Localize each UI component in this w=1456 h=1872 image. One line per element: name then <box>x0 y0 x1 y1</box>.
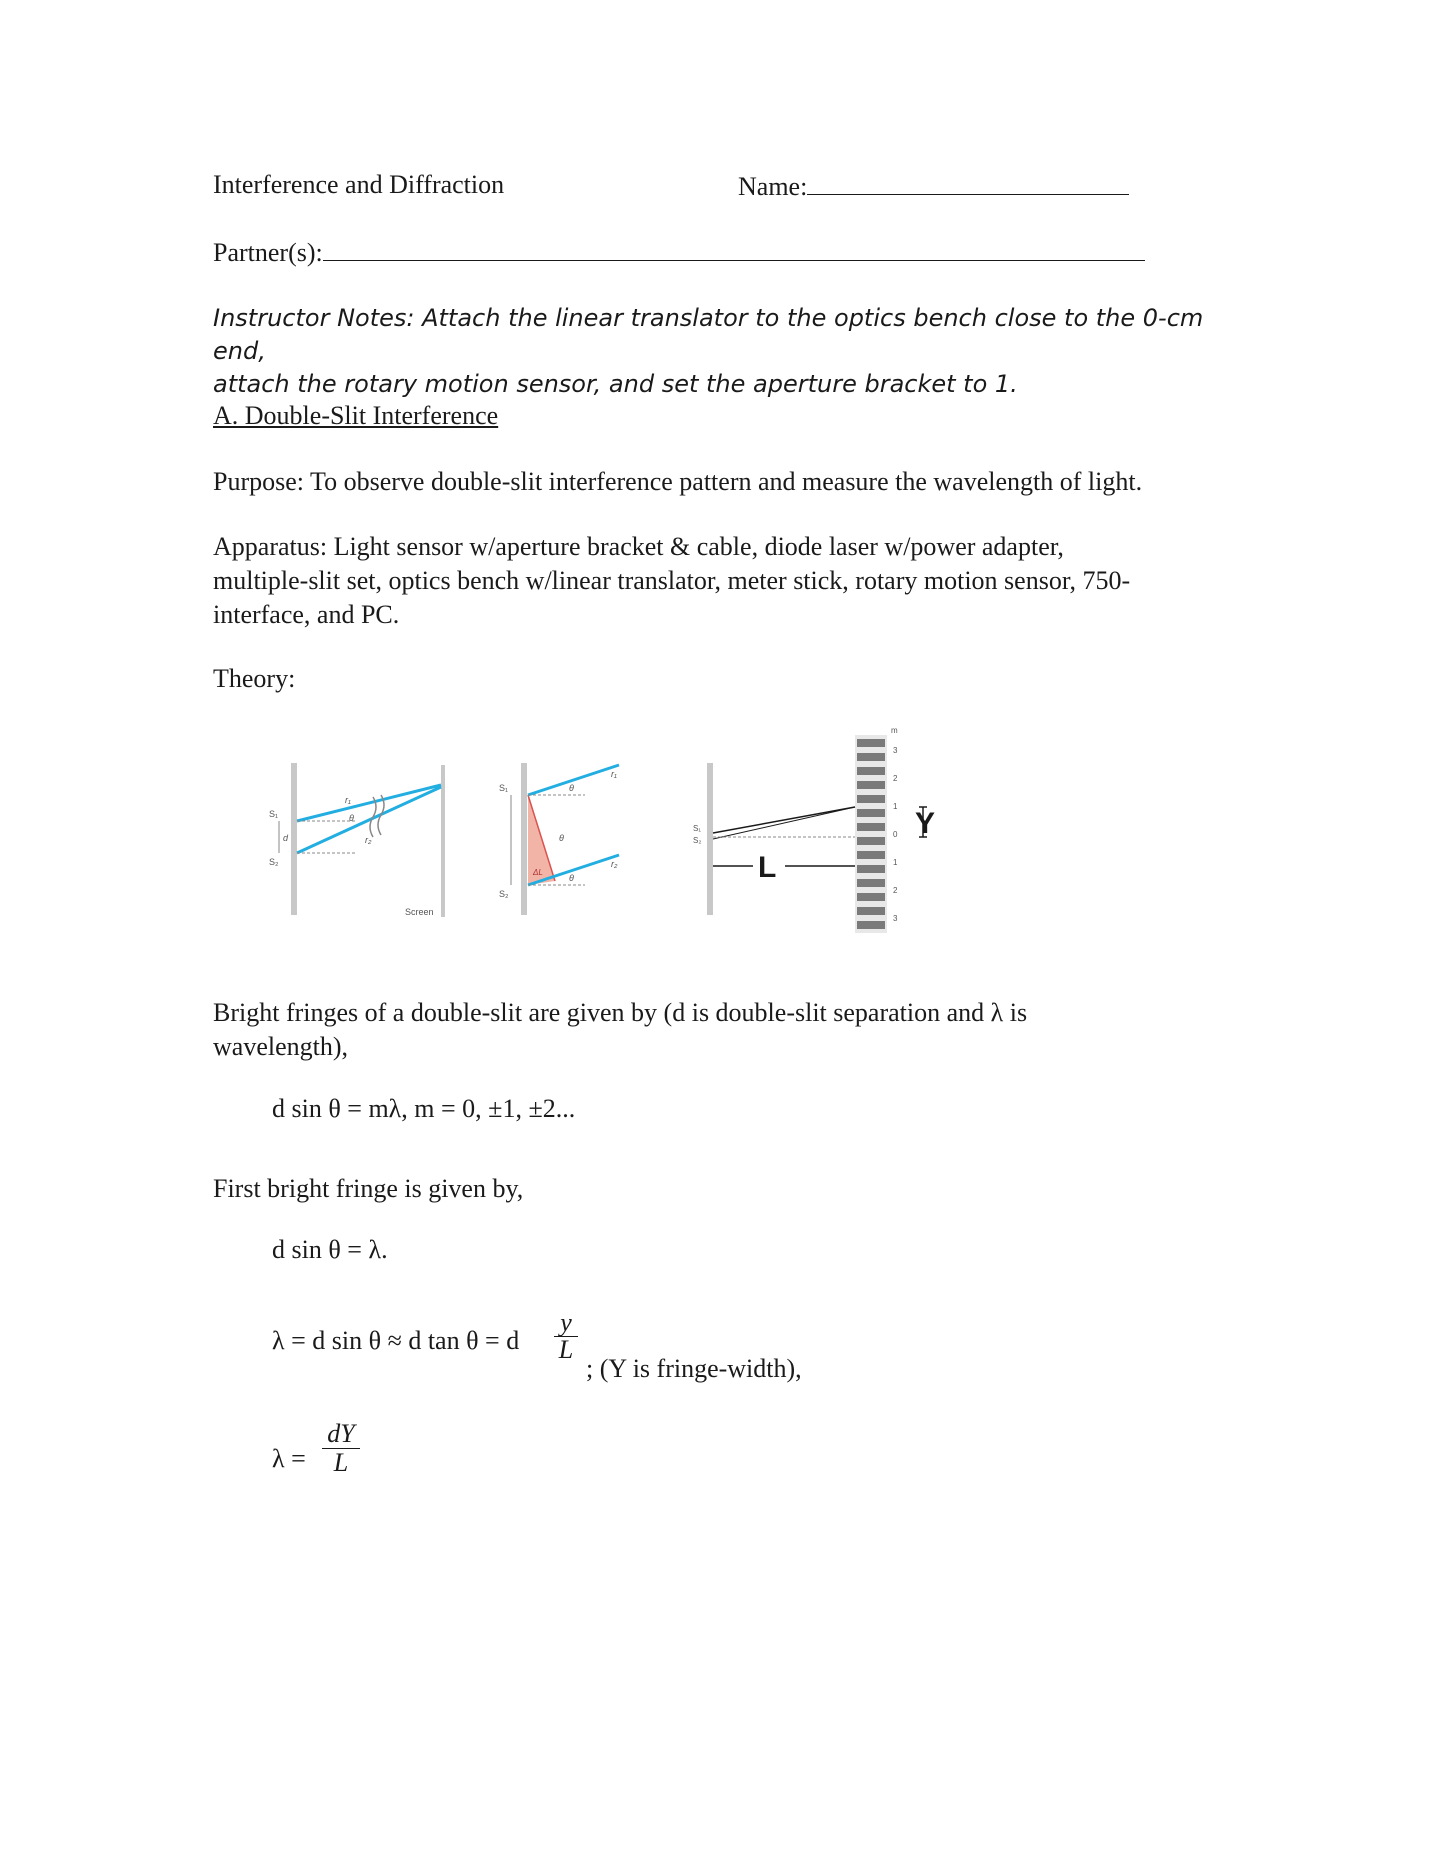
r1-label-panel1: r₁ <box>345 795 351 805</box>
purpose-text: Purpose: To observe double-slit interference pattern and measure the wavelength of light. <box>213 467 1143 496</box>
instructor-notes-line-2: attach the rotary motion sensor, and set the aperture bracket to 1. <box>213 370 1018 398</box>
document-title: Interference and Diffraction <box>213 170 505 199</box>
fringe-order-label: 3 <box>893 746 898 755</box>
fringe-band <box>857 767 885 775</box>
slit-barrier-2 <box>521 763 527 915</box>
equation-final-left: λ = <box>272 1444 306 1473</box>
fringe-order-label: 1 <box>893 802 898 811</box>
fringe-order-label: 2 <box>893 774 898 783</box>
fraction-numerator-y: y <box>560 1308 572 1337</box>
fringe-band <box>857 781 885 789</box>
fringe-order-label: 1 <box>893 858 898 867</box>
m-label: m <box>891 726 898 735</box>
name-label: Name: <box>738 172 808 201</box>
ray-to-first-fringe <box>713 807 855 833</box>
figure-panel-2 <box>499 763 619 915</box>
bright-fringe-intro <box>213 996 1253 1064</box>
fringe-band <box>857 851 885 859</box>
fringe-band <box>857 837 885 845</box>
figure-panel-geometry <box>269 763 445 917</box>
equation-wavelength-derivation: λ = d sin θ ≈ d tan θ = d <box>272 1326 520 1355</box>
fringe-band <box>857 865 885 873</box>
figure-panel-3 <box>693 726 935 933</box>
l-label: L <box>758 851 777 884</box>
s1-label-panel2: S₁ <box>499 783 509 793</box>
s2-label-panel1: S₂ <box>269 857 279 867</box>
apparatus-line-2: multiple-slit set, optics bench w/linear translator, meter stick, rotary motion sensor, 750- <box>213 566 1131 595</box>
d-label-panel1: d <box>283 833 289 843</box>
apparatus-line-3: interface, and PC. <box>213 600 400 629</box>
theta-label-panel1: θ <box>349 813 354 823</box>
y-label: Y <box>914 807 935 840</box>
bright-fringe-line-2: wavelength), <box>213 1032 349 1061</box>
fraction-denominator-l: L <box>558 1335 574 1364</box>
fringe-band <box>857 739 885 747</box>
fringe-band <box>857 907 885 915</box>
fraction-y-over-l <box>554 1310 578 1363</box>
fringe-band <box>857 809 885 817</box>
fringe-band <box>857 893 885 901</box>
theory-label: Theory: <box>213 664 296 693</box>
s2-label-panel3: S₂ <box>693 836 702 845</box>
section-heading: A. Double-Slit Interference <box>213 401 499 430</box>
fringe-band <box>857 795 885 803</box>
order-labels <box>893 746 898 923</box>
theta-label-panel2-top: θ <box>569 783 574 793</box>
instructor-notes-line-1: Instructor Notes: Attach the linear translator to the optics bench close to the 0-cm end, <box>213 304 1204 365</box>
slit-barrier-1 <box>291 763 297 915</box>
first-bright-fringe-text: First bright fringe is given by, <box>213 1174 524 1203</box>
fringe-band <box>857 823 885 831</box>
delta-l-label: ΔL <box>533 868 543 877</box>
screen-1 <box>441 765 445 917</box>
fraction-numerator-dy: dY <box>327 1419 355 1448</box>
fringe-order-label: 3 <box>893 914 898 923</box>
fraction-denominator-l-2: L <box>333 1448 349 1477</box>
apparatus-line-1: Apparatus: Light sensor w/aperture bracket & cable, diode laser w/power adapter, <box>213 532 1064 561</box>
partners-blank <box>323 234 1145 261</box>
name-blank <box>807 168 1129 195</box>
slit-barrier-3 <box>707 763 713 915</box>
fringe-order-label: 0 <box>893 830 898 839</box>
fringe-band <box>857 879 885 887</box>
bright-fringe-line-1: Bright fringes of a double-slit are given by (d is double-slit separation and λ is <box>213 998 1028 1027</box>
fringe-band <box>857 753 885 761</box>
s1-label-panel3: S₁ <box>693 824 702 833</box>
partners-field <box>213 234 1145 270</box>
fringe-width-note: ; (Y is fringe-width), <box>586 1354 802 1383</box>
apparatus-text <box>213 530 1253 632</box>
theta-label-panel2-bottom: θ <box>569 873 574 883</box>
r1-label-panel2: r₁ <box>611 769 617 779</box>
fringe-band <box>857 921 885 929</box>
ray-r1-panel1 <box>297 785 441 821</box>
equation-first-fringe: d sin θ = λ. <box>272 1235 388 1264</box>
partners-label: Partner(s): <box>213 238 323 267</box>
fraction-dy-over-l <box>322 1420 360 1477</box>
equation-bright-fringes: d sin θ = mλ, m = 0, ±1, ±2... <box>272 1094 576 1123</box>
theta-label-panel2-mid: θ <box>559 833 564 843</box>
r2-label-panel1: r₂ <box>365 835 372 845</box>
s1-label-panel1: S₁ <box>269 809 279 819</box>
fringe-screen <box>855 735 887 933</box>
double-slit-figure <box>255 725 935 955</box>
ray-to-first-fringe-2 <box>713 807 855 839</box>
s2-label-panel2: S₂ <box>499 889 509 899</box>
fringe-order-label: 2 <box>893 886 898 895</box>
name-field <box>738 168 1129 204</box>
instructor-notes <box>213 302 1253 401</box>
r2-label-panel2: r₂ <box>611 859 618 869</box>
screen-label: Screen <box>405 907 434 917</box>
